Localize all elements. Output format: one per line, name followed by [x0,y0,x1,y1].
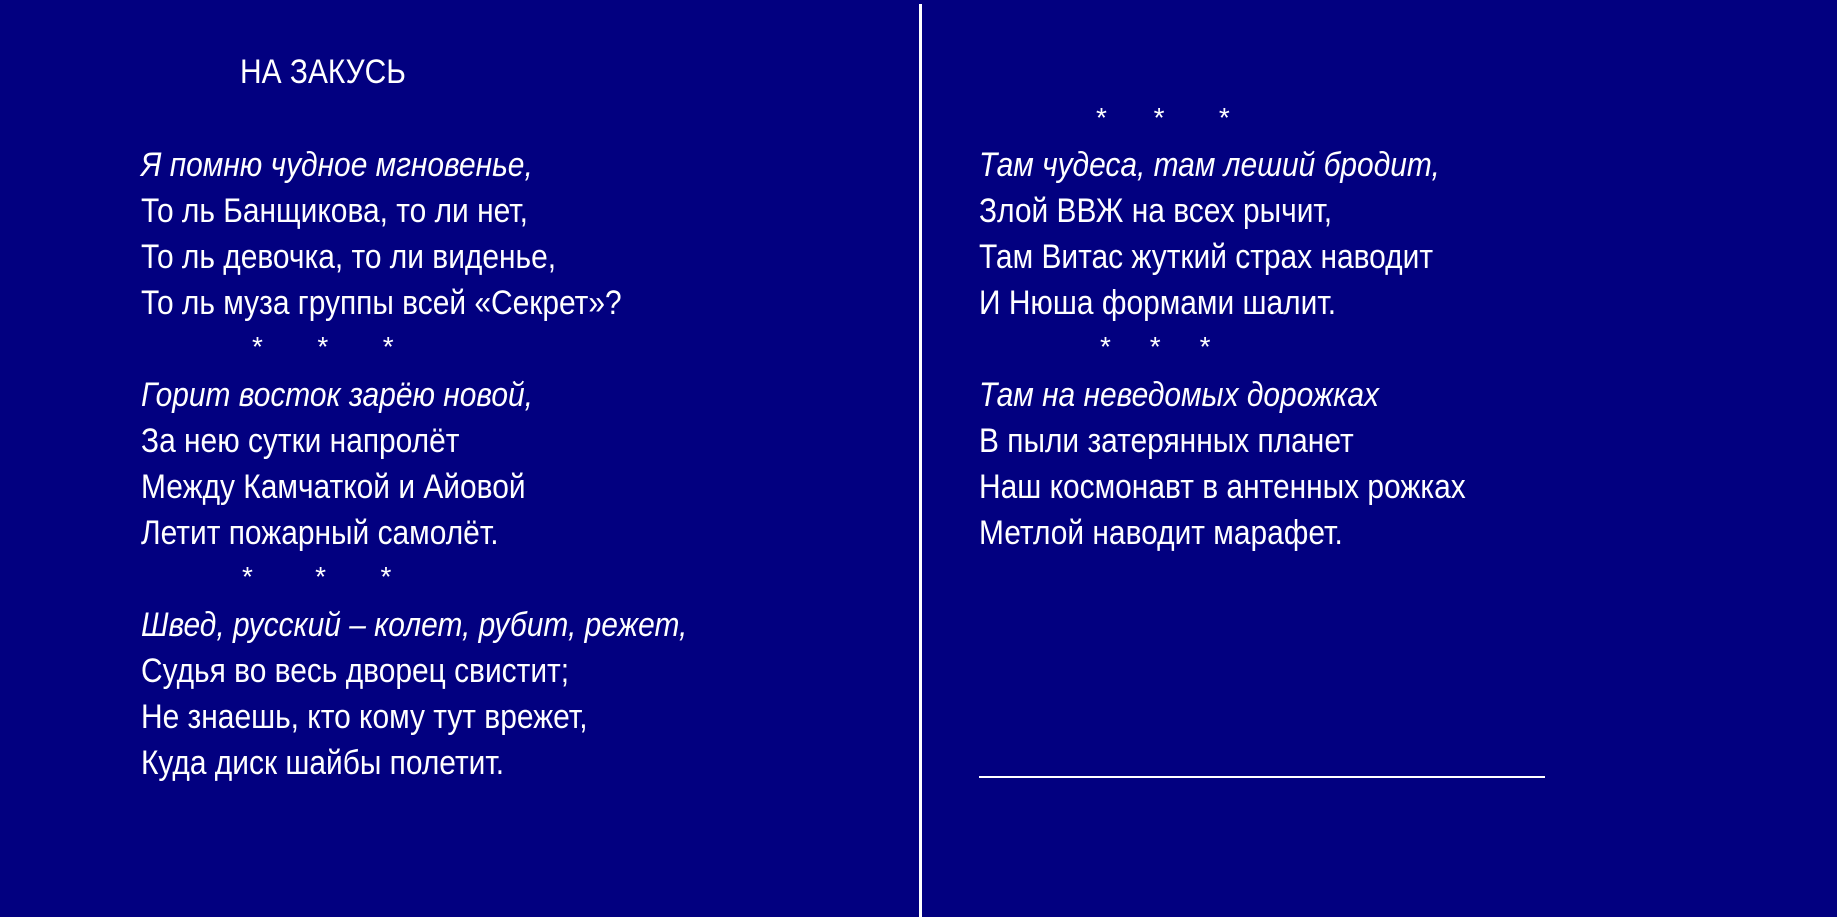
stanza-3-line-2: Судья во весь дворец свистит; [141,652,570,690]
stanza-1-line-3: То ль девочка, то ли виденье, [141,238,557,276]
separator-stars: * * * [1100,331,1211,362]
stanza-1-line-4: То ль муза группы всей «Секрет»? [141,284,622,322]
stanza-2-line-3: Между Камчаткой и Айовой [141,468,526,506]
stanza-1-line-1: Я помню чудное мгновенье, [141,146,533,184]
stanza-1-line-2: То ль Банщикова, то ли нет, [141,192,528,230]
stanza-3-line-3: Не знаешь, кто кому тут врежет, [141,698,588,736]
right-stanza-1-line-4: И Нюша формами шалит. [979,284,1337,322]
stanza-2-line-2: За нею сутки напролёт [141,422,460,460]
right-stanza-2-line-2: В пыли затерянных планет [979,422,1354,460]
column-divider [919,4,922,917]
right-stanza-1-line-1: Там чудеса, там леший бродит, [979,146,1440,184]
separator-stars: * * * [242,561,392,592]
separator-stars: * * * [252,331,394,362]
separator-stars: * * * [1096,102,1230,133]
stanza-2-line-1: Горит восток зарёю новой, [141,376,533,414]
right-stanza-1-line-2: Злой ВВЖ на всех рычит, [979,192,1333,230]
page-title: НА ЗАКУСЬ [240,53,406,91]
right-stanza-2-line-4: Метлой наводит марафет. [979,514,1343,552]
right-stanza-2-line-3: Наш космонавт в антенных рожках [979,468,1466,506]
stanza-3-line-1: Швед, русский – колет, рубит, режет, [141,606,688,644]
stanza-2-line-4: Летит пожарный самолёт. [141,514,499,552]
stanza-3-line-4: Куда диск шайбы полетит. [141,744,505,782]
right-stanza-1-line-3: Там Витас жуткий страх наводит [979,238,1434,276]
horizontal-rule [979,776,1545,778]
right-stanza-2-line-1: Там на неведомых дорожках [979,376,1379,414]
